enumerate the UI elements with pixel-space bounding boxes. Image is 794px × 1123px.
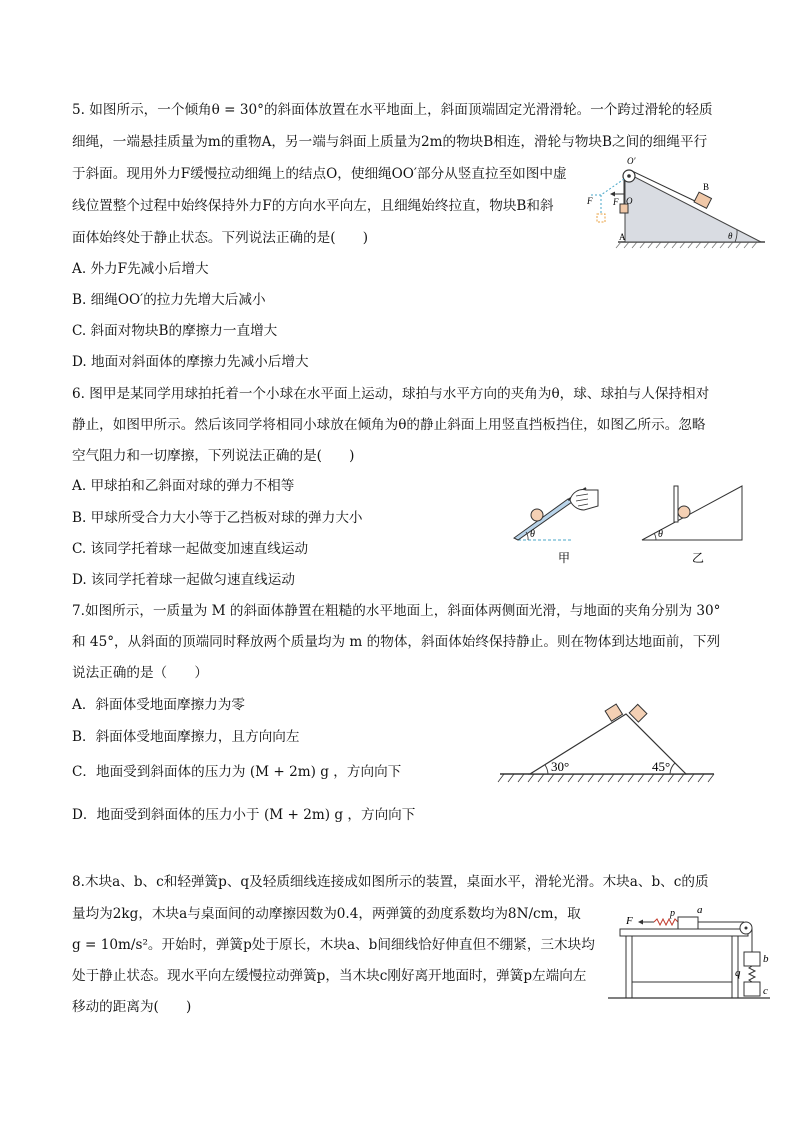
q8-figure-table-springs [604,902,772,1002]
q6-jia-caption: 甲 [558,551,571,565]
q5-label-o: O [626,196,633,206]
q8-label-a: a [697,904,703,916]
q7-option-a: A．斜面体受地面摩擦力为零 [72,697,245,713]
q6-option-d: D. 该同学托着球一起做匀速直线运动 [72,572,295,588]
q6-option-b: B. 甲球所受合力大小等于乙挡板对球的弹力大小 [72,510,363,526]
q7-option-c: C．地面受到斜面体的压力为 (M + 2m) g ，方向向下 [72,764,402,780]
q8-label-b: b [763,953,769,965]
q8-line-1: 8.木块a、b、c和轻弹簧p、q及轻质细线连接成如图所示的装置，桌面水平，滑轮光滑。木块a、b、c的质 [72,874,709,890]
q5-label-f-dashed: F [587,196,593,206]
q5-label-a: A [619,232,626,242]
q6-jia-theta: θ [530,529,535,540]
q6-figure-jia-racket [508,482,608,572]
q6-yi-theta: θ [658,529,663,540]
q6-figure-yi-incline-baffle [638,482,748,572]
q8-label-p: p [670,908,675,919]
q7-line-1: 7.如图所示，一质量为 M 的斜面体静置在粗糙的水平地面上，斜面体两侧面光滑，与地面的夹角分别为 30° [72,603,721,619]
q8-label-q: q [735,967,741,979]
q6-line-1: 6. 图甲是某同学用球拍托着一个小球在水平面上运动，球拍与水平方向的夹角为θ，球、球拍与人保持相对 [72,386,710,402]
q5-line-2: 细绳，一端悬挂质量为m的重物A，另一端与斜面上质量为2m的物块B相连，滑轮与物块B之间的细绳平行 [72,134,708,150]
q8-line-4: 处于静止状态。现水平向左缓慢拉动弹簧p，当木块c刚好离开地面时，弹簧p左端向左 [72,968,587,984]
q7-line-3: 说法正确的是（ ） [72,665,208,681]
q5-figure-incline-pulley [585,152,770,252]
q5-label-b: B [703,182,710,192]
q6-line-2: 静止，如图甲所示。然后该同学将相同小球放在倾角为θ的静止斜面上用竖直挡板挡住，如图乙所示。忽略 [72,417,706,433]
q5-option-a: A. 外力F先减小后增大 [72,261,209,277]
q5-option-c: C. 斜面对物块B的摩擦力一直增大 [72,323,278,339]
q5-label-theta: θ [728,231,733,241]
q5-label-o-prime: O′ [627,156,636,166]
q5-line-1: 5. 如图所示，一个倾角θ = 30°的斜面体放置在水平地面上，斜面顶端固定光滑滑轮。一个跨过滑轮的轻质 [72,102,713,118]
q8-line-5: 移动的距离为( ) [72,999,192,1015]
q7-option-b: B．斜面体受地面摩擦力，且方向向左 [72,729,300,745]
q5-option-b: B. 细绳OO′的拉力先增大后减小 [72,292,266,308]
q6-option-c: C. 该同学托着球一起做变加速直线运动 [72,541,309,557]
q5-label-f: F [613,197,619,207]
q5-line-3: 于斜面。现用外力F缓慢拉动细绳上的结点O，使细绳OO′部分从竖直拉至如图中虚 [72,166,567,182]
q6-option-a: A. 甲球拍和乙斜面对球的弹力不相等 [72,478,295,494]
q6-yi-caption: 乙 [692,551,705,565]
q7-angle-30: 30° [551,759,570,774]
q7-option-d: D．地面受到斜面体的压力小于 (M + 2m) g ，方向向下 [72,807,416,823]
q8-label-c: c [763,985,768,997]
q7-angle-45: 45° [652,759,671,774]
q5-line-4: 线位置整个过程中始终保持外力F的方向水平向左，且细绳始终拉直，物块B和斜 [72,198,554,214]
q5-line-5: 面体始终处于静止状态。下列说法正确的是( ) [72,230,369,246]
q8-label-f: F [626,915,633,927]
q5-option-d: D. 地面对斜面体的摩擦力先减小后增大 [72,354,309,370]
q8-line-2: 量均为2kg，木块a与桌面间的动摩擦因数为0.4，两弹簧的劲度系数均为8N/cm，取 [72,906,581,922]
q8-line-3: g = 10m/s²。开始时，弹簧p处于原长，木块a、b间细线恰好伸直但不绷紧，三木块均 [72,937,595,953]
q6-line-3: 空气阻力和一切摩擦，下列说法正确的是( ) [72,448,355,464]
q7-figure-double-incline [496,694,718,786]
q7-line-2: 和 45°，从斜面的顶端同时释放两个质量均为 m 的物体，斜面体始终保持静止。则在物体到达地面前，下列 [72,634,721,650]
